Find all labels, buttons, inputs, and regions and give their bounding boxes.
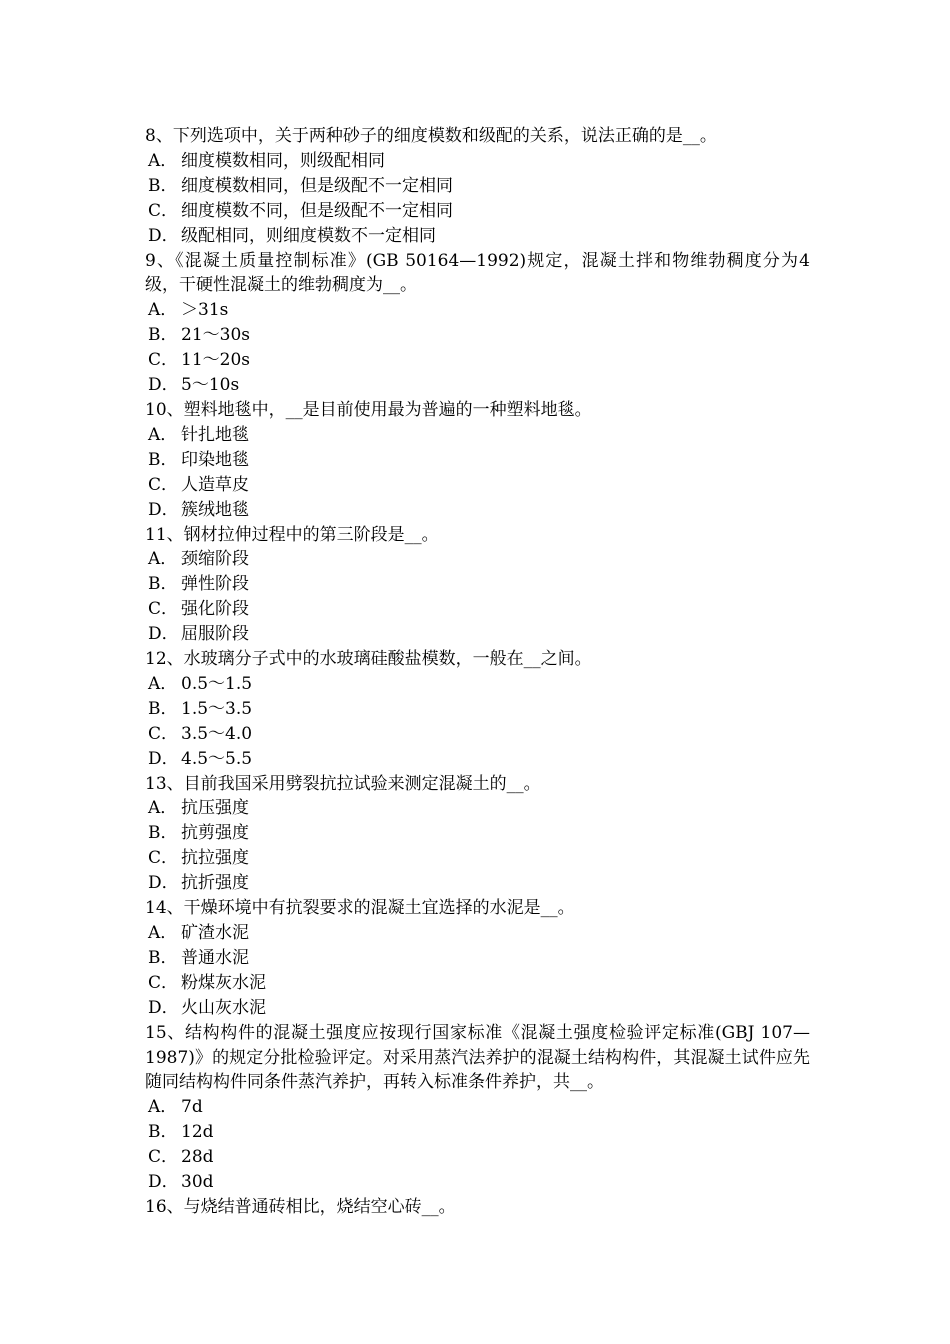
option-letter: A． bbox=[148, 150, 178, 171]
option-letter: C． bbox=[148, 723, 179, 744]
option-text: 7d bbox=[181, 1097, 203, 1118]
option-c bbox=[145, 1145, 810, 1170]
option-letter: C． bbox=[148, 848, 179, 869]
option-text: 抗折强度 bbox=[181, 873, 249, 894]
option-letter: B． bbox=[148, 1122, 178, 1143]
question-stem: 12、水玻璃分子式中的水玻璃硅酸盐模数，一般在__之间。 bbox=[145, 649, 592, 670]
option-text: 抗拉强度 bbox=[181, 848, 249, 869]
question-16 bbox=[145, 1195, 810, 1220]
option-text: ＞31s bbox=[181, 300, 229, 321]
option-b bbox=[145, 821, 810, 846]
option-letter: B． bbox=[148, 698, 178, 719]
option-letter: A． bbox=[148, 923, 178, 943]
option-text: 细度模数相同，则级配相同 bbox=[181, 150, 385, 171]
question-10 bbox=[145, 398, 810, 523]
option-letter: D． bbox=[148, 1172, 179, 1193]
option-letter: C． bbox=[148, 1147, 179, 1168]
option-c bbox=[145, 971, 810, 996]
option-letter: A． bbox=[148, 673, 178, 694]
option-letter: B． bbox=[148, 325, 178, 346]
option-b bbox=[145, 323, 810, 348]
option-b bbox=[145, 697, 810, 722]
option-d bbox=[145, 373, 810, 398]
option-a bbox=[145, 547, 810, 572]
option-letter: D． bbox=[148, 873, 179, 894]
option-text: 28d bbox=[181, 1147, 214, 1168]
option-d bbox=[145, 747, 810, 772]
option-b bbox=[145, 572, 810, 597]
option-letter: A． bbox=[148, 798, 178, 819]
option-text: 12d bbox=[181, 1122, 214, 1143]
option-a bbox=[145, 423, 810, 448]
question-11 bbox=[145, 523, 810, 648]
option-text: 针扎地毯 bbox=[181, 424, 249, 445]
option-text: 4.5～5.5 bbox=[181, 748, 253, 769]
option-letter: C． bbox=[148, 972, 179, 993]
option-a bbox=[145, 1095, 810, 1120]
option-d bbox=[145, 1170, 810, 1195]
option-letter: B． bbox=[148, 175, 178, 196]
option-text: 簇绒地毯 bbox=[181, 499, 249, 520]
question-stem: 8、下列选项中，关于两种砂子的细度模数和级配的关系，说法正确的是__。 bbox=[145, 126, 717, 146]
option-text: 0.5～1.5 bbox=[181, 673, 253, 694]
option-a bbox=[145, 672, 810, 697]
option-text: 强化阶段 bbox=[181, 599, 249, 620]
question-12 bbox=[145, 647, 810, 772]
option-text: 粉煤灰水泥 bbox=[181, 972, 266, 993]
option-d bbox=[145, 498, 810, 523]
question-stem: 11、钢材拉伸过程中的第三阶段是__。 bbox=[145, 524, 439, 545]
option-letter: D． bbox=[148, 499, 179, 520]
option-letter: B． bbox=[148, 449, 178, 470]
option-letter: D． bbox=[148, 225, 179, 246]
option-letter: A． bbox=[148, 424, 178, 445]
option-text: 抗压强度 bbox=[181, 798, 249, 819]
option-text: 11～20s bbox=[181, 350, 250, 371]
option-a bbox=[145, 796, 810, 821]
option-text: 3.5～4.0 bbox=[181, 723, 253, 744]
option-c bbox=[145, 846, 810, 871]
option-a bbox=[145, 298, 810, 323]
option-text: 印染地毯 bbox=[181, 449, 249, 470]
question-14 bbox=[145, 896, 810, 1021]
option-text: 细度模数相同，但是级配不一定相同 bbox=[181, 175, 453, 196]
question-stem: 10、塑料地毯中，__是目前使用最为普遍的一种塑料地毯。 bbox=[145, 399, 592, 420]
option-letter: C． bbox=[148, 200, 179, 221]
option-text: 21～30s bbox=[181, 325, 250, 346]
option-letter: A． bbox=[148, 300, 178, 321]
option-letter: D． bbox=[148, 375, 179, 396]
option-letter: D． bbox=[148, 748, 179, 769]
option-text: 屈服阶段 bbox=[181, 624, 249, 645]
option-letter: B． bbox=[148, 823, 178, 844]
option-c bbox=[145, 473, 810, 498]
document-page bbox=[145, 124, 810, 1220]
option-letter: A． bbox=[148, 1097, 178, 1118]
question-stem: 15、结构构件的混凝土强度应按现行国家标准《混凝土强度检验评定标准(GBJ 107—1987)》的规定分批检验评定。对采用蒸汽法养护的混凝土结构构件，其混凝土试件应先随同结构构件同条件蒸汽养护，再转入标准条件养护，共__。 bbox=[145, 1022, 810, 1093]
option-b bbox=[145, 946, 810, 971]
option-text: 火山灰水泥 bbox=[181, 997, 266, 1018]
option-letter: A． bbox=[148, 549, 178, 570]
question-stem: 13、目前我国采用劈裂抗拉试验来测定混凝土的__。 bbox=[145, 773, 541, 794]
question-8 bbox=[145, 124, 810, 249]
option-b bbox=[145, 174, 810, 199]
option-a bbox=[145, 149, 810, 174]
option-d bbox=[145, 622, 810, 647]
option-d bbox=[145, 871, 810, 896]
option-c bbox=[145, 722, 810, 747]
option-text: 细度模数不同，但是级配不一定相同 bbox=[181, 200, 453, 221]
option-letter: C． bbox=[148, 599, 179, 620]
option-b bbox=[145, 1120, 810, 1145]
option-text: 抗剪强度 bbox=[181, 823, 249, 844]
question-stem: 16、与烧结普通砖相比，烧结空心砖__。 bbox=[145, 1196, 456, 1217]
option-text: 人造草皮 bbox=[181, 474, 249, 495]
option-d bbox=[145, 224, 810, 249]
option-c bbox=[145, 199, 810, 224]
option-text: 矿渣水泥 bbox=[181, 923, 249, 943]
option-text: 30d bbox=[181, 1172, 214, 1193]
option-text: 1.5～3.5 bbox=[181, 698, 253, 719]
option-c bbox=[145, 348, 810, 373]
option-letter: D． bbox=[148, 624, 179, 645]
option-letter: B． bbox=[148, 574, 178, 595]
option-text: 5～10s bbox=[181, 375, 240, 396]
option-text: 级配相同，则细度模数不一定相同 bbox=[181, 225, 436, 246]
option-text: 颈缩阶段 bbox=[181, 549, 249, 570]
question-9 bbox=[145, 249, 810, 398]
option-c bbox=[145, 597, 810, 622]
question-stem: 9、《混凝土质量控制标准》(GB 50164—1992)规定，混凝土拌和物维勃稠度分为4级，干硬性混凝土的维勃稠度为__。 bbox=[145, 250, 810, 296]
option-text: 普通水泥 bbox=[181, 947, 249, 968]
option-text: 弹性阶段 bbox=[181, 574, 249, 595]
option-a bbox=[145, 921, 810, 946]
option-d bbox=[145, 996, 810, 1021]
option-letter: B． bbox=[148, 947, 178, 968]
option-letter: C． bbox=[148, 350, 179, 371]
question-13 bbox=[145, 772, 810, 897]
question-15 bbox=[145, 1021, 810, 1195]
question-stem: 14、干燥环境中有抗裂要求的混凝土宜选择的水泥是__。 bbox=[145, 898, 575, 919]
option-b bbox=[145, 448, 810, 473]
option-letter: D． bbox=[148, 997, 179, 1018]
option-letter: C． bbox=[148, 474, 179, 495]
